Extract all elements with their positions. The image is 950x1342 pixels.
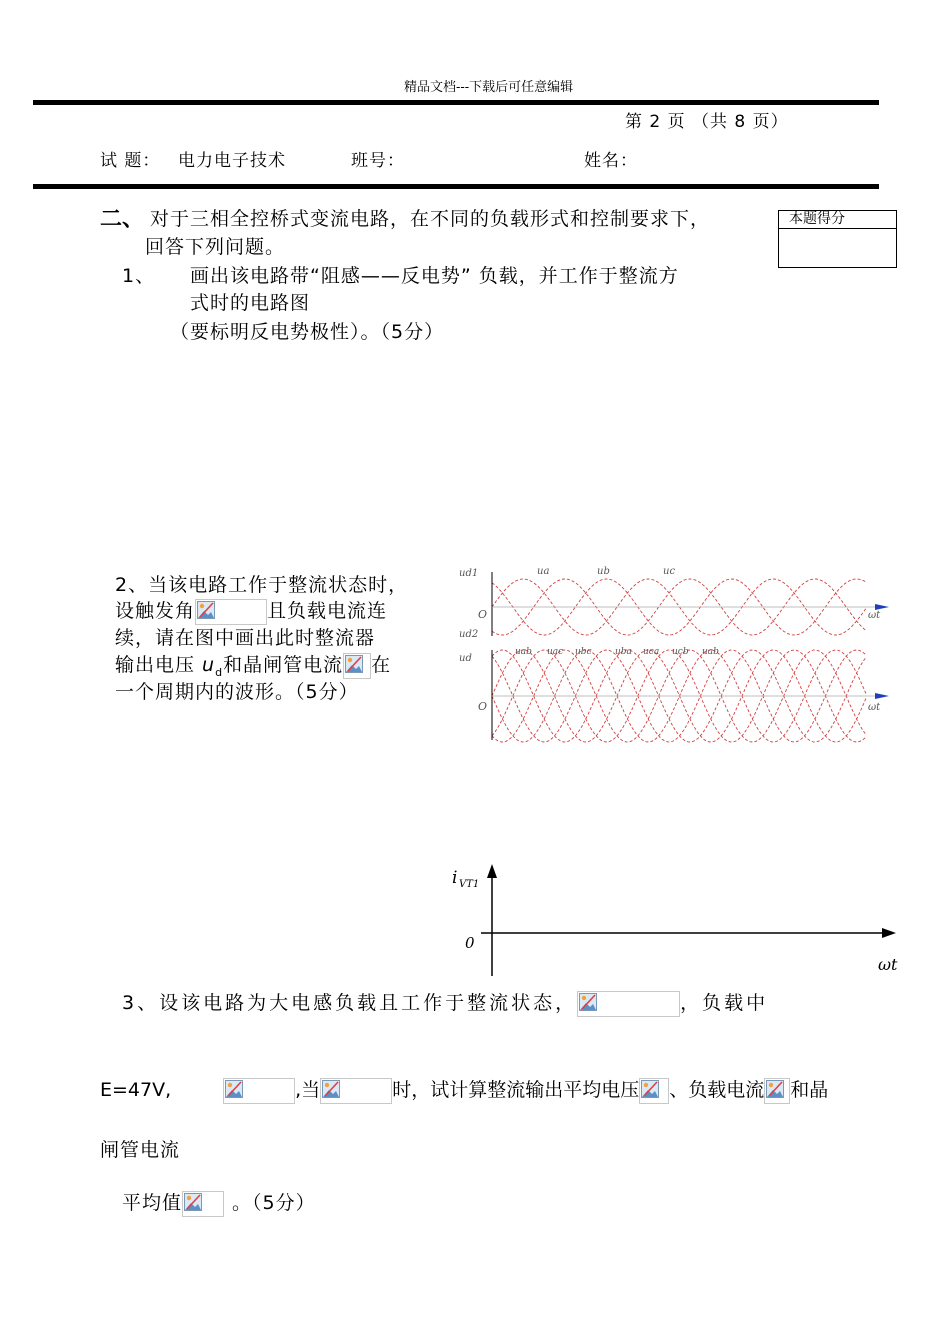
ud-variable: u — [202, 654, 216, 676]
q3-calc: 时，试计算整流输出平均电压 — [392, 1079, 640, 1101]
waveform-figure — [455, 560, 895, 750]
broken-image-icon — [320, 1078, 392, 1104]
score-box-label: 本题得分 — [779, 211, 896, 229]
q3-line-3: 闸管电流 — [100, 1139, 181, 1161]
uba-label: uba — [615, 647, 632, 657]
bottom-origin-label: O — [478, 700, 488, 713]
q2-line-3: 续，请在图中画出此时整流器 — [115, 627, 376, 649]
q3-line-1 — [122, 988, 768, 1017]
uab-label-1: uab — [515, 647, 532, 657]
q2-line-2b: 且负载电流连 — [267, 600, 388, 622]
name-label: 姓名： — [584, 151, 638, 171]
q3-e-value: E=47V, — [100, 1079, 172, 1101]
q1-line-1: 画出该电路带“阻感——反电势” 负载，并工作于整流方 — [190, 265, 679, 287]
ivt1-plot — [445, 858, 915, 983]
top-axis-label: ωt — [868, 610, 881, 621]
q2-line-4b: 和晶闸管电流 — [223, 654, 344, 676]
broken-image-icon — [195, 599, 267, 625]
q3-avg: 平均值 — [122, 1192, 183, 1214]
uab-label-2: uab — [702, 647, 719, 657]
q2-line-4 — [115, 650, 391, 679]
score-box — [778, 210, 897, 268]
bottom-axis-label: ωt — [868, 702, 881, 713]
ivt1-xlabel: ωt — [878, 955, 898, 974]
top-origin-label: O — [478, 608, 488, 621]
broken-image-icon — [182, 1191, 224, 1217]
ud2-label: ud2 — [459, 629, 479, 640]
broken-image-icon — [343, 653, 371, 679]
q1-line-3: （要标明反电势极性）。（5分） — [170, 321, 445, 343]
q2-line-4a: 输出电压 — [115, 654, 203, 676]
q2-line-1: 2、当该电路工作于整流状态时， — [115, 574, 409, 596]
section-line-2: 回答下列问题。 — [145, 236, 286, 258]
watermark: 精品文档---下载后可任意编辑 — [404, 80, 574, 95]
broken-image-icon — [577, 991, 680, 1017]
class-label: 班号： — [351, 151, 405, 171]
ubc-label: ubc — [575, 647, 592, 657]
q3-line-4 — [122, 1188, 316, 1217]
bottom-x-arrow — [875, 693, 889, 699]
section-line-1: 对于三相全控桥式变流电路，在不同的负载形式和控制要求下， — [150, 208, 711, 230]
q1-line-2: 式时的电路图 — [190, 292, 311, 314]
uac-label: uac — [547, 647, 564, 657]
uca-label: uca — [643, 647, 660, 657]
q3-load-current: 、负载电流 — [669, 1079, 765, 1101]
q3-line-2 — [100, 1075, 828, 1104]
ub-label: ub — [597, 566, 610, 577]
broken-image-icon — [764, 1078, 790, 1104]
q3-line-1-end: ，负载中 — [680, 992, 769, 1014]
uc-label: uc — [663, 566, 676, 577]
ivt1-origin: 0 — [465, 934, 475, 952]
ivt1-x-arrow — [882, 928, 896, 938]
q2-line-2a: 设触发角 — [115, 600, 196, 622]
q2-line-4c: 在 — [371, 654, 392, 676]
subject-value: 电力电子技术 — [178, 151, 286, 171]
page-info: 第 2 页 （共 8 页） — [625, 112, 789, 132]
section-number: 二、 — [100, 207, 145, 232]
ud-label: ud — [459, 653, 472, 664]
subject-label: 试 题： — [100, 151, 161, 171]
q3-score: 。（5分） — [232, 1192, 316, 1214]
q2-line-2 — [115, 596, 387, 625]
top-rule-2 — [33, 184, 879, 189]
ivt1-ylabel-sub: VT1 — [459, 879, 480, 890]
ucb-label: ucb — [672, 647, 689, 657]
q3-when: ,当 — [295, 1079, 321, 1101]
ud1-label: ud1 — [459, 568, 479, 579]
ivt1-ylabel: i — [452, 868, 458, 888]
broken-image-icon — [223, 1078, 295, 1104]
broken-image-icon — [639, 1078, 669, 1104]
top-rule-1 — [33, 100, 879, 105]
ivt1-y-arrow — [487, 864, 497, 878]
q1-number: 1、 — [122, 265, 156, 287]
q3-line-1-text: 3、设该电路为大电感负载且工作于整流状态， — [122, 992, 578, 1014]
ua-label: ua — [537, 566, 550, 577]
q2-line-5: 一个周期内的波形。（5分） — [115, 681, 359, 703]
ud-subscript: d — [215, 665, 224, 679]
q3-and: 和晶 — [790, 1079, 829, 1101]
